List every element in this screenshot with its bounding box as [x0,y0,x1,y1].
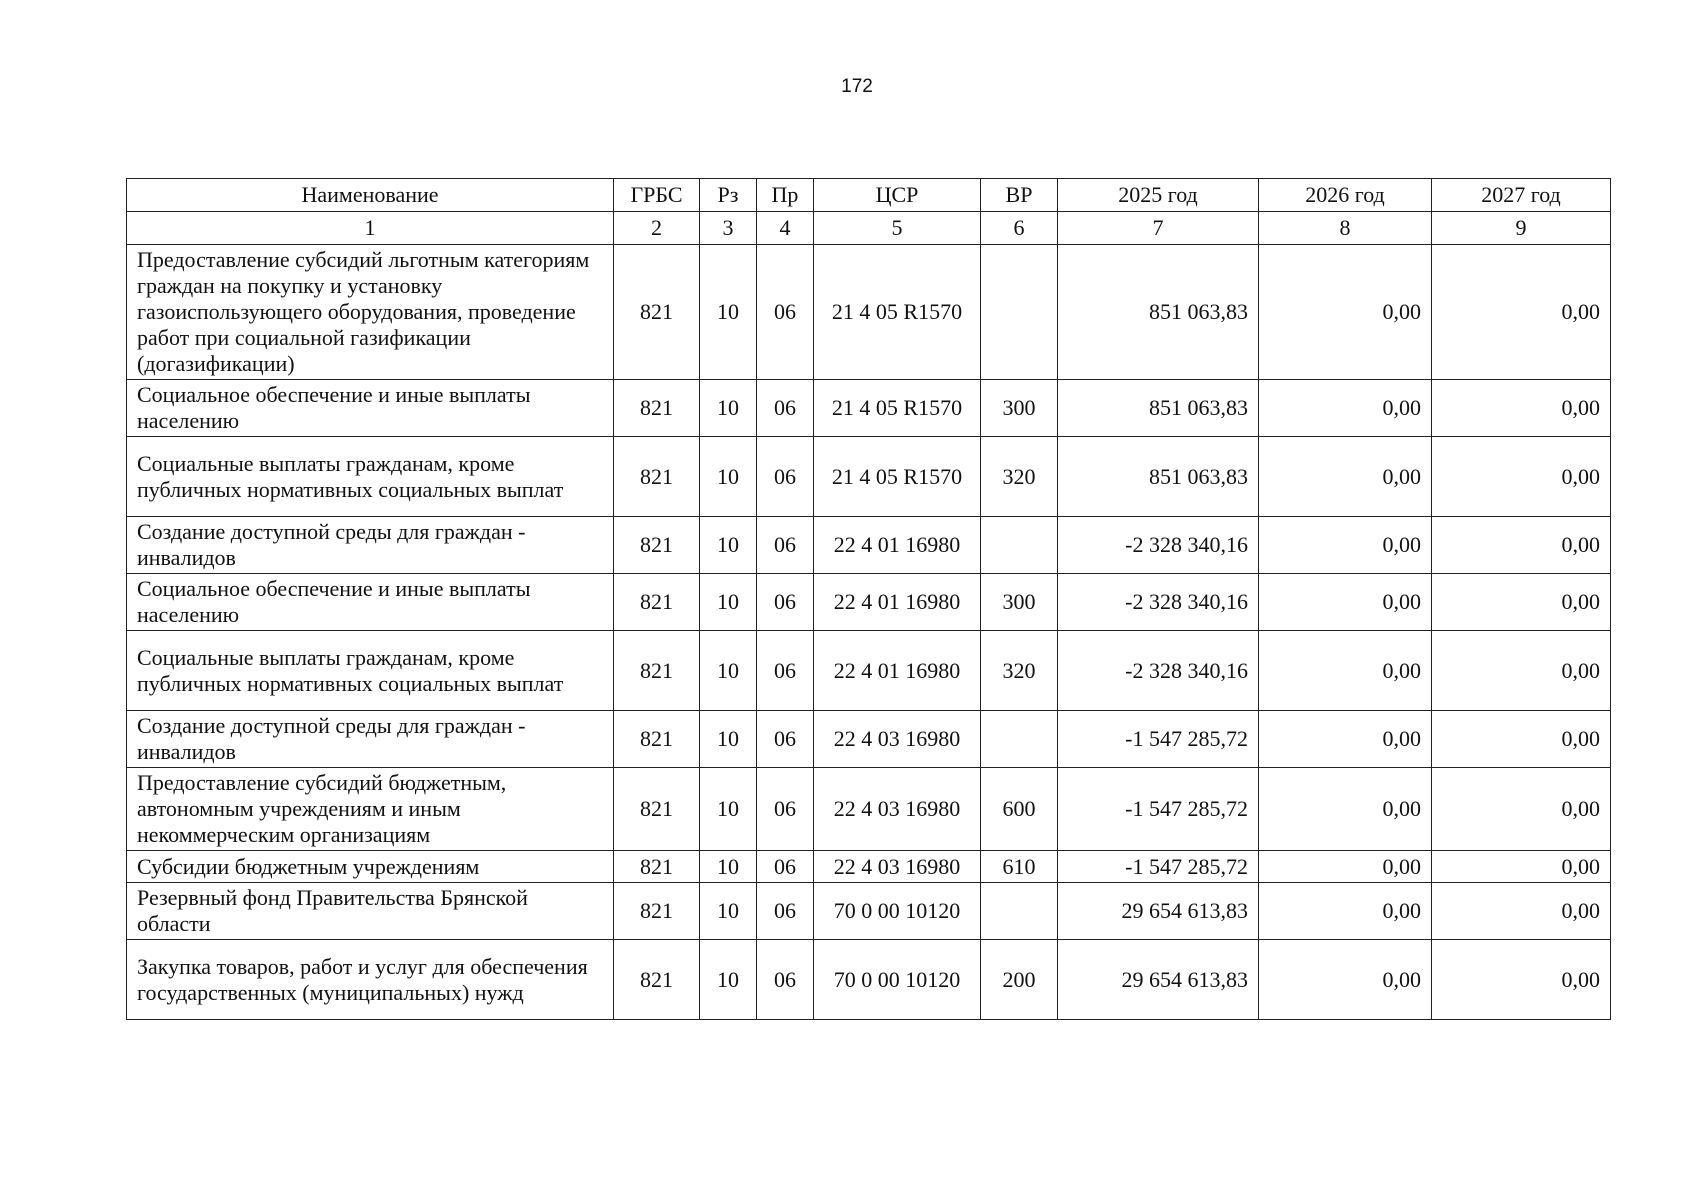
cell-grbs: 821 [614,711,700,768]
cell-2027: 0,00 [1432,883,1611,940]
cell-csr: 22 4 03 16980 [814,851,981,883]
cell-grbs: 821 [614,940,700,1020]
table-row [127,574,1611,631]
header-grbs: ГРБС [614,179,700,212]
cell-pr: 06 [757,574,814,631]
table-row [127,245,1611,380]
column-number: 2 [614,212,700,245]
cell-2025: -1 547 285,72 [1058,768,1259,851]
cell-2026: 0,00 [1259,851,1432,883]
budget-table [126,178,1611,1020]
cell-2026: 0,00 [1259,517,1432,574]
table-row [127,380,1611,437]
cell-2026: 0,00 [1259,940,1432,1020]
cell-grbs: 821 [614,883,700,940]
cell-2025: 851 063,83 [1058,245,1259,380]
cell-rz: 10 [700,631,757,711]
cell-2025: -2 328 340,16 [1058,574,1259,631]
header-csr: ЦСР [814,179,981,212]
cell-2025: 851 063,83 [1058,437,1259,517]
cell-csr: 22 4 03 16980 [814,768,981,851]
cell-2027: 0,00 [1432,517,1611,574]
cell-pr: 06 [757,631,814,711]
column-number: 6 [981,212,1058,245]
cell-pr: 06 [757,940,814,1020]
table-row [127,631,1611,711]
cell-2026: 0,00 [1259,768,1432,851]
header-2025: 2025 год [1058,179,1259,212]
cell-2027: 0,00 [1432,851,1611,883]
cell-2025: 29 654 613,83 [1058,940,1259,1020]
cell-name: Социальные выплаты гражданам, кроме публичных нормативных социальных выплат [127,631,614,711]
cell-pr: 06 [757,380,814,437]
column-number: 9 [1432,212,1611,245]
cell-vr: 610 [981,851,1058,883]
cell-vr [981,245,1058,380]
cell-grbs: 821 [614,631,700,711]
cell-name: Социальное обеспечение и иные выплаты населению [127,380,614,437]
cell-pr: 06 [757,851,814,883]
header-pr: Пр [757,179,814,212]
cell-vr: 320 [981,631,1058,711]
cell-rz: 10 [700,711,757,768]
cell-2027: 0,00 [1432,768,1611,851]
cell-grbs: 821 [614,768,700,851]
cell-pr: 06 [757,245,814,380]
header-row [127,179,1611,212]
cell-name: Предоставление субсидий бюджетным, автономным учреждениям и иным некоммерческим организациям [127,768,614,851]
cell-2027: 0,00 [1432,574,1611,631]
table-row [127,437,1611,517]
cell-grbs: 821 [614,380,700,437]
header-vr: ВР [981,179,1058,212]
cell-name: Субсидии бюджетным учреждениям [127,851,614,883]
column-number: 1 [127,212,614,245]
cell-2025: 29 654 613,83 [1058,883,1259,940]
cell-rz: 10 [700,517,757,574]
cell-2025: -1 547 285,72 [1058,851,1259,883]
column-number: 7 [1058,212,1259,245]
table-row [127,517,1611,574]
cell-vr: 600 [981,768,1058,851]
cell-csr: 22 4 01 16980 [814,631,981,711]
cell-rz: 10 [700,380,757,437]
cell-2025: 851 063,83 [1058,380,1259,437]
cell-rz: 10 [700,883,757,940]
cell-vr: 200 [981,940,1058,1020]
cell-2026: 0,00 [1259,437,1432,517]
cell-2026: 0,00 [1259,245,1432,380]
cell-pr: 06 [757,437,814,517]
table-row [127,851,1611,883]
cell-name: Резервный фонд Правительства Брянской области [127,883,614,940]
cell-grbs: 821 [614,245,700,380]
table-row [127,768,1611,851]
cell-2025: -2 328 340,16 [1058,631,1259,711]
cell-vr [981,711,1058,768]
column-number: 5 [814,212,981,245]
cell-name: Социальное обеспечение и иные выплаты населению [127,574,614,631]
cell-2027: 0,00 [1432,380,1611,437]
column-number-row [127,212,1611,245]
cell-pr: 06 [757,883,814,940]
cell-grbs: 821 [614,574,700,631]
cell-vr [981,883,1058,940]
cell-vr [981,517,1058,574]
cell-csr: 70 0 00 10120 [814,883,981,940]
table-row [127,711,1611,768]
header-2027: 2027 год [1432,179,1611,212]
cell-2025: -2 328 340,16 [1058,517,1259,574]
cell-2026: 0,00 [1259,711,1432,768]
cell-grbs: 821 [614,517,700,574]
header-rz: Рз [700,179,757,212]
cell-2026: 0,00 [1259,883,1432,940]
cell-pr: 06 [757,768,814,851]
cell-2026: 0,00 [1259,380,1432,437]
cell-csr: 22 4 03 16980 [814,711,981,768]
cell-2027: 0,00 [1432,940,1611,1020]
cell-csr: 21 4 05 R1570 [814,380,981,437]
cell-pr: 06 [757,711,814,768]
cell-rz: 10 [700,437,757,517]
page-number: 172 [841,76,873,97]
table-row [127,940,1611,1020]
cell-csr: 21 4 05 R1570 [814,245,981,380]
column-number: 4 [757,212,814,245]
cell-csr: 22 4 01 16980 [814,574,981,631]
cell-rz: 10 [700,851,757,883]
cell-name: Социальные выплаты гражданам, кроме публичных нормативных социальных выплат [127,437,614,517]
column-number: 3 [700,212,757,245]
cell-2027: 0,00 [1432,437,1611,517]
cell-vr: 300 [981,574,1058,631]
column-number: 8 [1259,212,1432,245]
cell-grbs: 821 [614,437,700,517]
cell-rz: 10 [700,574,757,631]
header-2026: 2026 год [1259,179,1432,212]
cell-rz: 10 [700,245,757,380]
cell-name: Создание доступной среды для граждан - инвалидов [127,517,614,574]
cell-vr: 300 [981,380,1058,437]
cell-csr: 70 0 00 10120 [814,940,981,1020]
cell-name: Предоставление субсидий льготным категориям граждан на покупку и установку газоиспользующего оборудования, проведение работ при социальной газификации (догазификации) [127,245,614,380]
cell-name: Закупка товаров, работ и услуг для обеспечения государственных (муниципальных) нужд [127,940,614,1020]
cell-csr: 22 4 01 16980 [814,517,981,574]
cell-csr: 21 4 05 R1570 [814,437,981,517]
cell-rz: 10 [700,768,757,851]
cell-2026: 0,00 [1259,574,1432,631]
cell-pr: 06 [757,517,814,574]
cell-2027: 0,00 [1432,631,1611,711]
cell-grbs: 821 [614,851,700,883]
cell-vr: 320 [981,437,1058,517]
cell-name: Создание доступной среды для граждан - инвалидов [127,711,614,768]
cell-2027: 0,00 [1432,711,1611,768]
cell-2027: 0,00 [1432,245,1611,380]
cell-2026: 0,00 [1259,631,1432,711]
cell-2025: -1 547 285,72 [1058,711,1259,768]
table-row [127,883,1611,940]
cell-rz: 10 [700,940,757,1020]
header-name: Наименование [127,179,614,212]
